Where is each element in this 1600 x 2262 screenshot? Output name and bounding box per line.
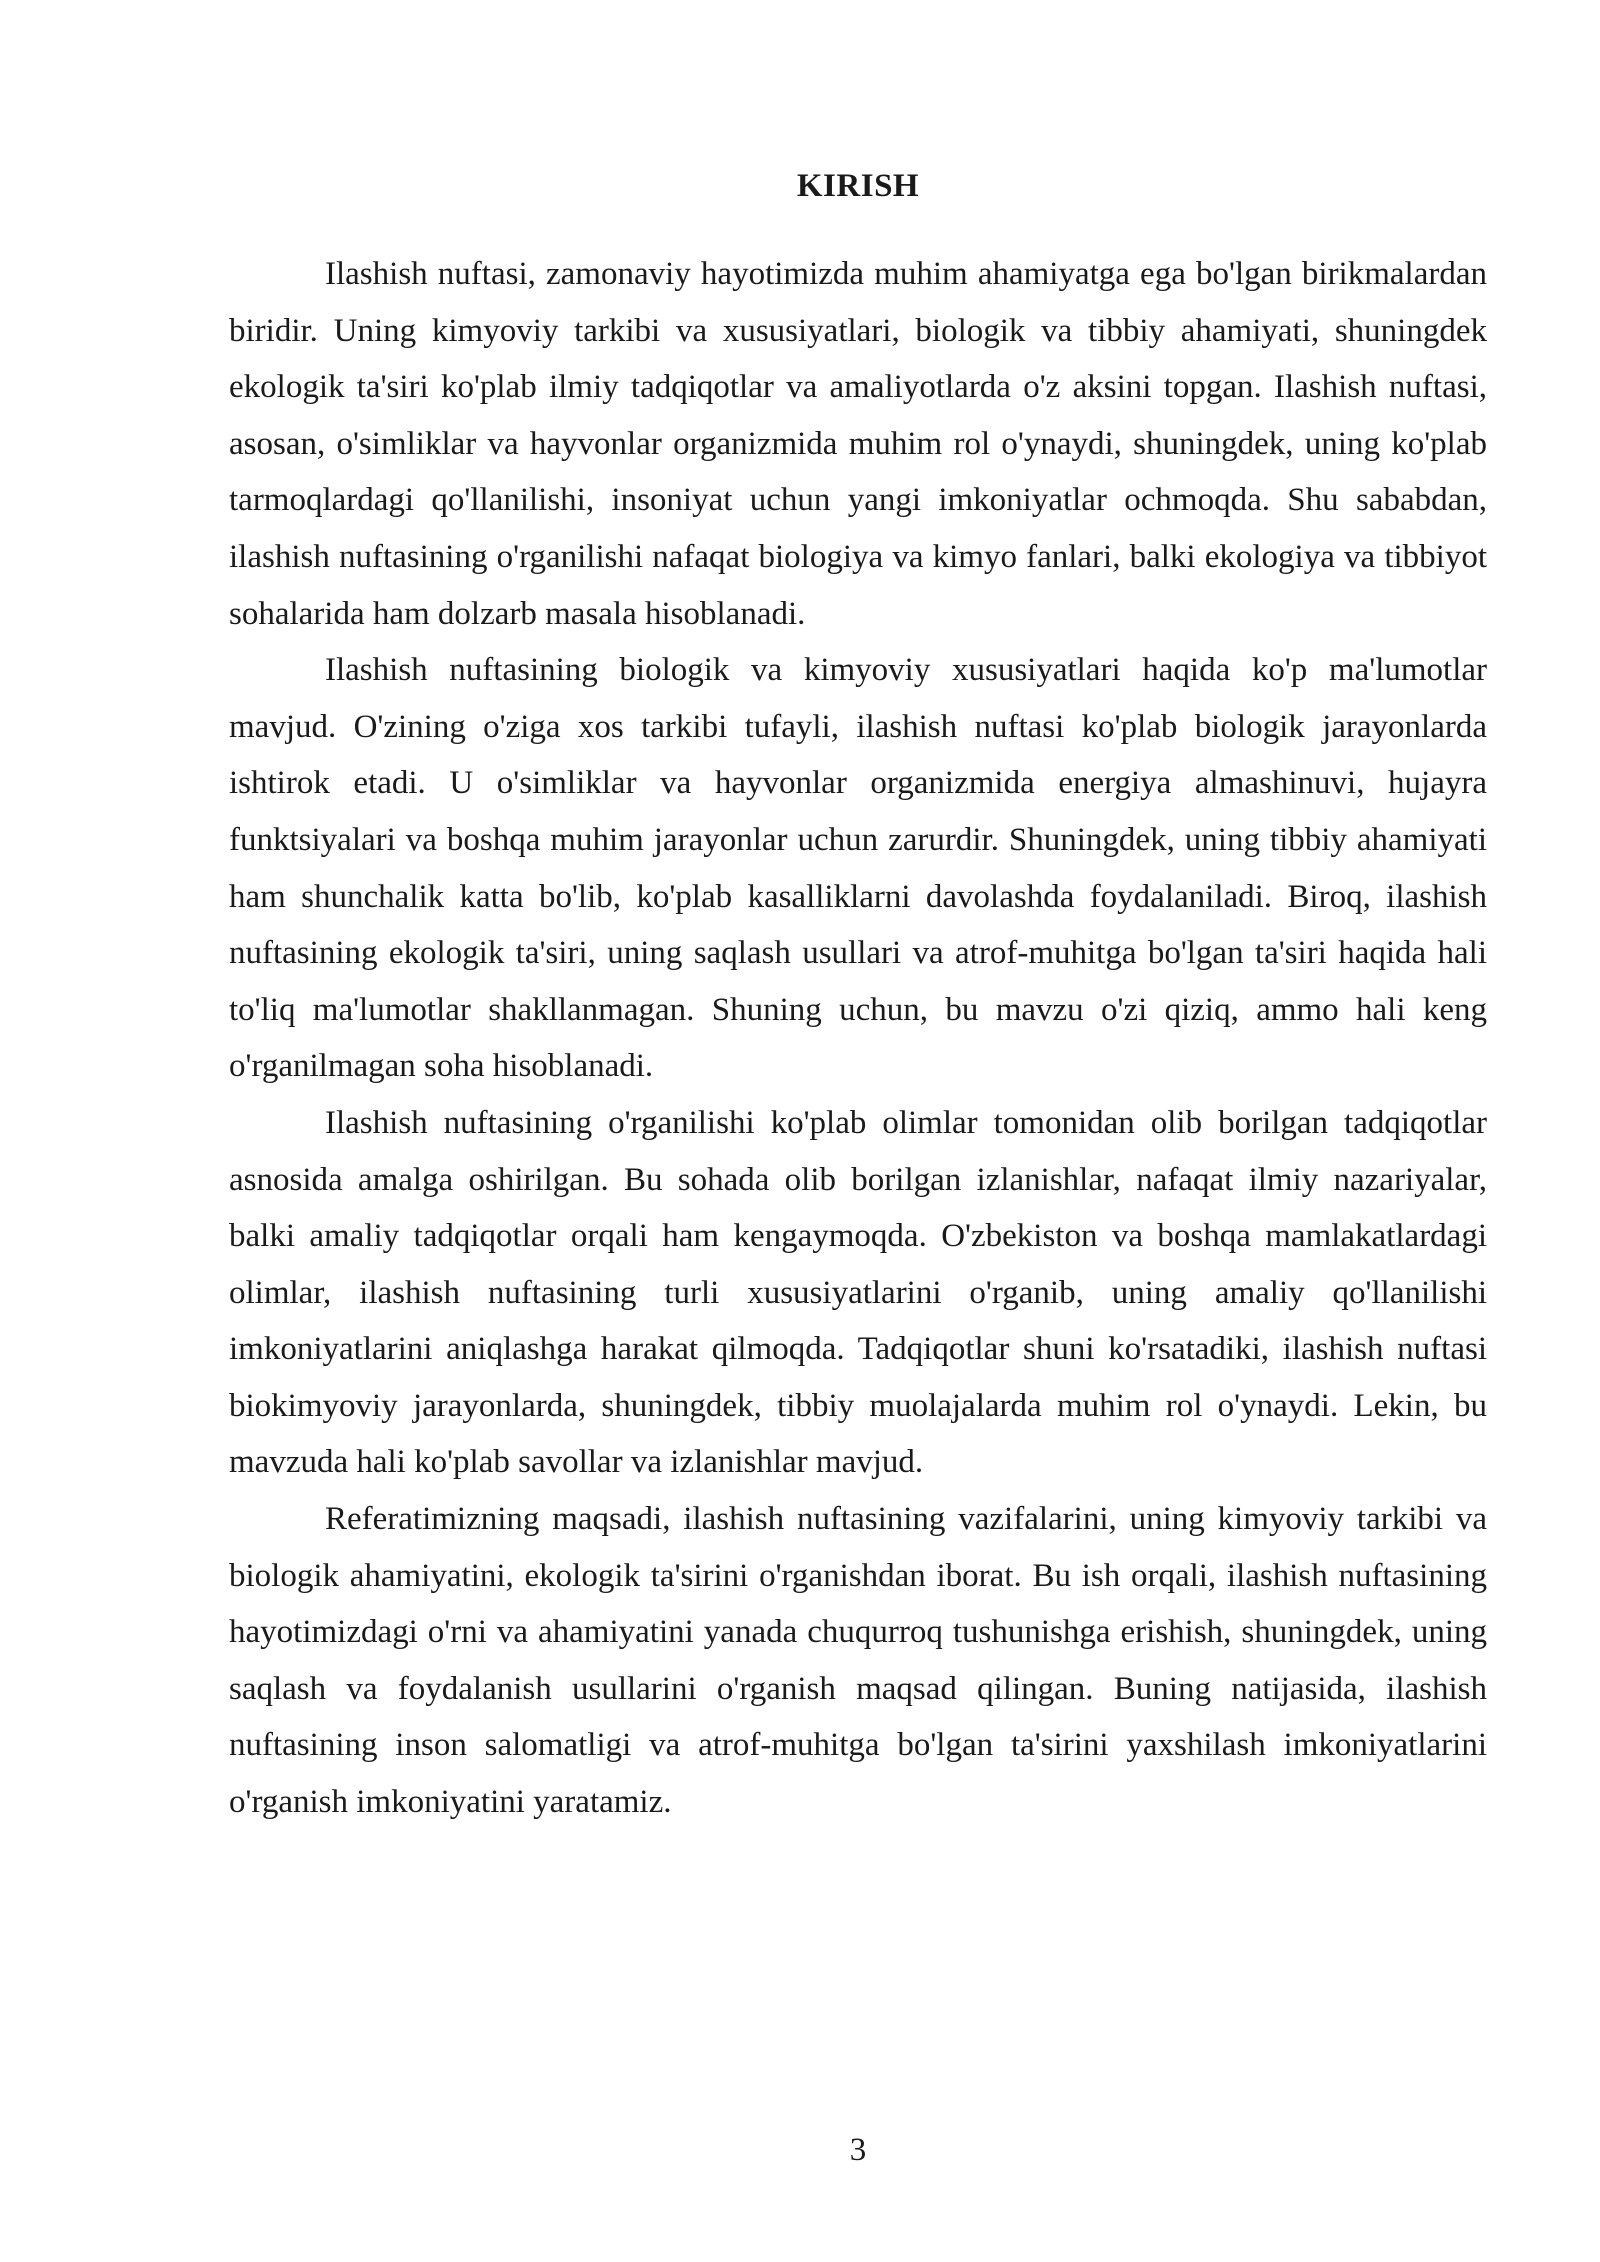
page-number: 3 — [849, 2132, 867, 2168]
paragraph-4: Referatimizning maqsadi, ilashish nuftasining vazifalarini, uning kimyoviy tarkibi va biologik ahamiyatini, ekologik ta'sirini o'rganishdan iborat. Bu ish orqali, ilashish nuftasining hayotimizdagi o'rni va ahamiyatini yanada chuqurroq tushunishga erishish, shuningdek, uning saqlash va foydalanish usullarini o'rganish maqsad qilingan. Buning natijasida, ilashish nuftasining inson salomatligi va atrof-muhitga bo'lgan ta'sirini yaxshilash imkoniyatlarini o'rganish imkoniyatini yaratamiz. — [229, 1501, 1487, 1821]
page-title: KIRISH — [796, 168, 920, 204]
body-text — [229, 246, 1487, 1831]
paragraph-3: Ilashish nuftasining o'rganilishi ko'plab olimlar tomonidan olib borilgan tadqiqotlar asnosida amalga oshirilgan. Bu sohada olib borilgan izlanishlar, nafaqat ilmiy nazariyalar, balki amaliy tadqiqotlar orqali ham kengaymoqda. O'zbekiston va boshqa mamlakatlardagi olimlar, ilashish nuftasining turli xususiyatlarini o'rganib, uning amaliy qo'llanilishi imkoniyatlarini aniqlashga harakat qilmoqda. Tadqiqotlar shuni ko'rsatadiki, ilashish nuftasi biokimyoviy jarayonlarda, shuningdek, tibbiy muolajalarda muhim rol o'ynaydi. Lekin, bu mavzuda hali ko'plab savollar va izlanishlar mavjud. — [229, 1104, 1487, 1481]
paragraph-2: Ilashish nuftasining biologik va kimyoviy xususiyatlari haqida ko'p ma'lumotlar mavjud. O'zining o'ziga xos tarkibi tufayli, ilashish nuftasi ko'plab biologik jarayonlarda ishtirok etadi. U o'simliklar va hayvonlar organizmida energiya almashinuvi, hujayra funktsiyalari va boshqa muhim jarayonlar uchun zarurdir. Shuningdek, uning tibbiy ahamiyati ham shunchalik katta bo'lib, ko'plab kasalliklarni davolashda foydalaniladi. Biroq, ilashish nuftasining ekologik ta'siri, uning saqlash usullari va atrof-muhitga bo'lgan ta'siri haqida hali to'liq ma'lumotlar shakllanmagan. Shuning uchun, bu mavzu o'zi qiziq, ammo hali keng o'rganilmagan soha hisoblanadi. — [229, 652, 1487, 1085]
paragraph-1: Ilashish nuftasi, zamonaviy hayotimizda muhim ahamiyatga ega bo'lgan birikmalardan biridir. Uning kimyoviy tarkibi va xususiyatlari, biologik va tibbiy ahamiyati, shuningdek ekologik ta'siri ko'plab ilmiy tadqiqotlar va amaliyotlarda o'z aksini topgan. Ilashish nuftasi, asosan, o'simliklar va hayvonlar organizmida muhim rol o'ynaydi, shuningdek, uning ko'plab tarmoqlardagi qo'llanilishi, insoniyat uchun yangi imkoniyatlar ochmoqda. Shu sababdan, ilashish nuftasining o'rganilishi nafaqat biologiya va kimyo fanlari, balki ekologiya va tibbiyot sohalarida ham dolzarb masala hisoblanadi. — [229, 256, 1487, 632]
document-page — [229, 0, 1487, 2262]
